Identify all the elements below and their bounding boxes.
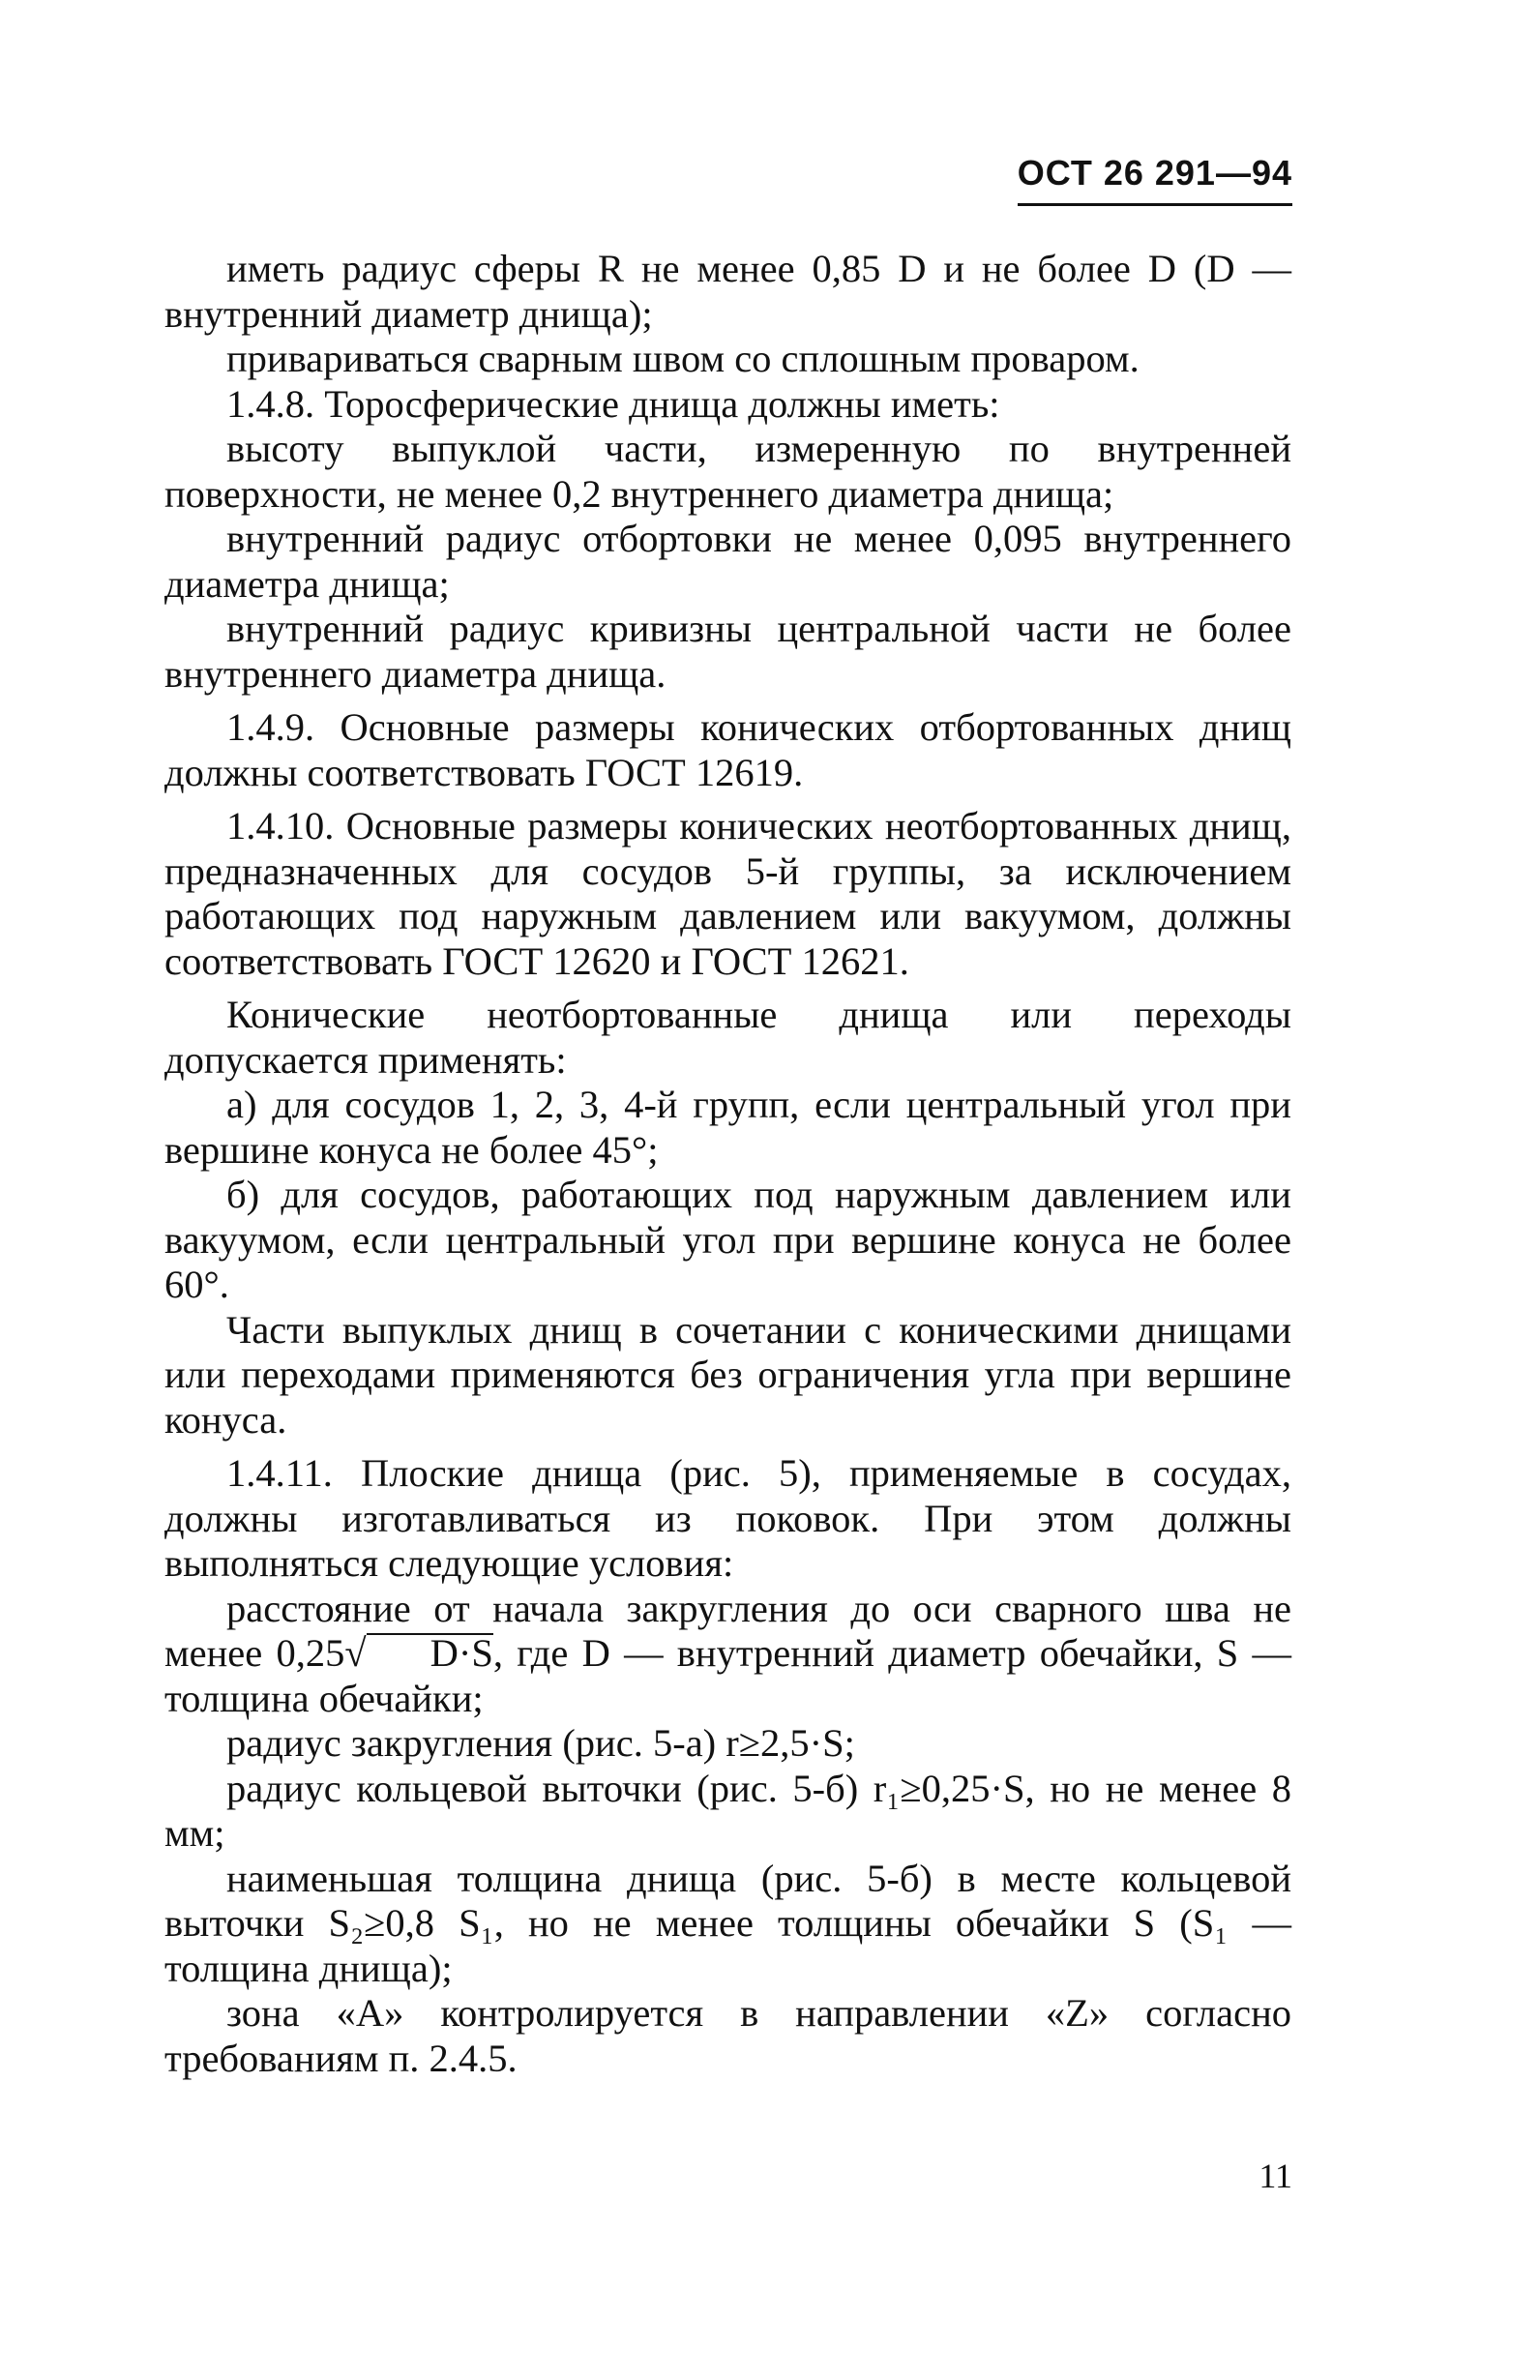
paragraph: 1.4.8. Торосферические днища должны иметь: [226, 381, 1000, 426]
paragraph: высоту выпуклой части, измеренную по внутренней поверхности, не менее 0,2 внутреннего диаметра днища; [164, 427, 1291, 516]
paragraph: привариваться сварным швом со сплошным проваром. [226, 337, 1140, 380]
paragraph: зона «А» контролируется в направлении «Z» согласно требованиям п. 2.4.5. [164, 1991, 1291, 2080]
paragraph: внутренний радиус отбортовки не менее 0,095 внутреннего диаметра днища; [164, 517, 1291, 606]
paragraph: Конические неотбортованные днища или переходы допускается применять: [164, 993, 1291, 1082]
paragraph: внутренний радиус кривизны центральной части не более внутреннего диаметра днища. [164, 607, 1291, 696]
document-body [164, 247, 1291, 2081]
formula-radicand: D·S [367, 1633, 493, 1672]
paragraph: 1.4.11. Плоские днища (рис. 5), применяемые в сосудах, должны изготавливаться из поковок. При этом должны выполняться следующие условия: [164, 1451, 1291, 1585]
paragraph: а) для сосудов 1, 2, 3, 4-й групп, если центральный угол при вершине конуса не более 45°; [164, 1083, 1291, 1172]
page-number: 11 [1259, 2157, 1292, 2195]
paragraph: наименьшая толщина днища (рис. 5-б) в месте кольцевой выточки S₂≥0,8 S₁, но не менее толщины обечайки S (S₁ — толщина днища); [164, 1856, 1291, 1990]
formula-paragraph [164, 1587, 1291, 1722]
paragraph: радиус кольцевой выточки (рис. 5-б) r₁≥0,25·S, но не менее 8 мм; [164, 1766, 1291, 1855]
sqrt-icon: √ [344, 1631, 367, 1675]
paragraph-list-tail [164, 1721, 1291, 2081]
formula-text-before: расстояние от начала закругления до оси сварного шва не менее 0,25 [164, 1586, 1291, 1675]
formula-text-after: , где D — внутренний диаметр обечайки, S — толщина обечайки; [164, 1631, 1291, 1720]
paragraph: иметь радиус сферы R не менее 0,85 D и не более D (D — внутренний диаметр днища); [164, 247, 1291, 336]
paragraph: Части выпуклых днищ в сочетании с коническими днищами или переходами применяются без ограничения угла при вершине конуса. [164, 1307, 1291, 1442]
paragraph: б) для сосудов, работающих под наружным давлением или вакуумом, если центральный угол при вершине конуса не более 60°. [164, 1173, 1291, 1306]
document-code-header: ОСТ 26 291—94 [1018, 153, 1292, 206]
paragraph: 1.4.10. Основные размеры конических неотбортованных днищ, предназначенных для сосудов 5-й группы, за исключением работающих под наружным давлением или вакуумом, должны соответствовать ГОСТ 12620 и ГОСТ 12621. [164, 804, 1291, 983]
paragraph-list [164, 247, 1291, 1587]
paragraph: 1.4.9. Основные размеры конических отбортованных днищ должны соответствовать ГОСТ 12619. [164, 705, 1291, 794]
paragraph: радиус закругления (рис. 5-а) r≥2,5·S; [226, 1721, 855, 1765]
